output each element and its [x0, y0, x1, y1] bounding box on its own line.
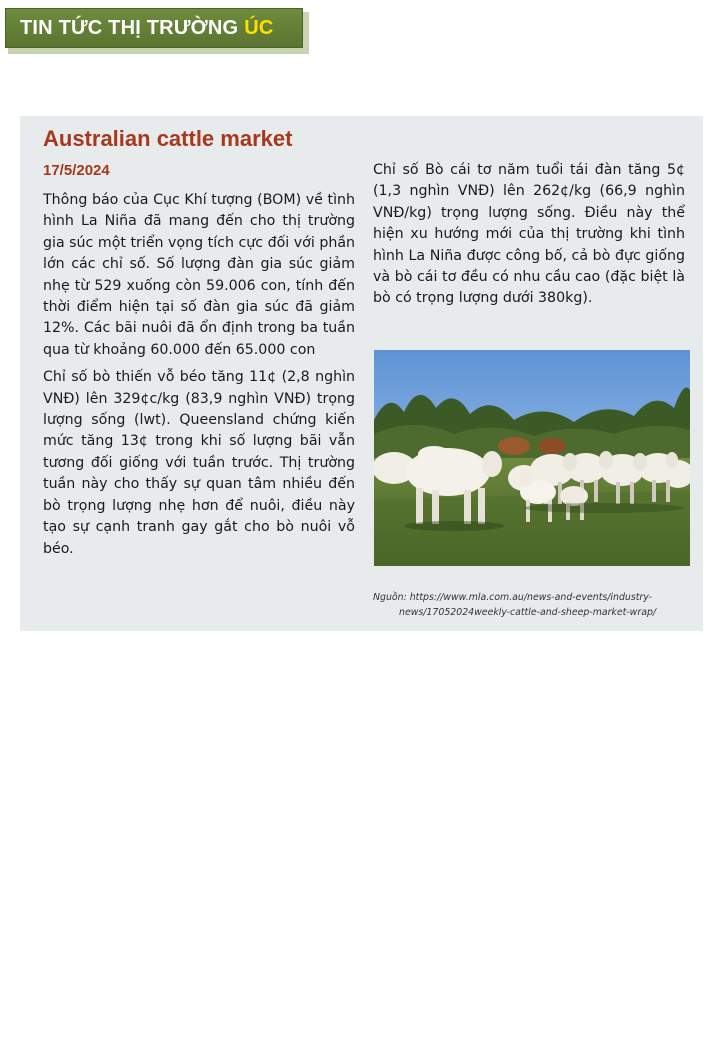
header-banner [5, 8, 309, 54]
paragraph-bom: Thông báo của Cục Khí tượng (BOM) về tình hình La Niña đã mang đến cho thị trường gia súc một triển vọng tích cực đối với phần lớn các chỉ số. Số lượng đàn gia súc giảm nhẹ từ 529 xuống còn 59.006 con, tính đến thời điểm hiện tại số đàn gia súc đã giảm 12%. Các bãi nuôi đã ổn định trong ba tuần qua từ khoảng 60.000 đến 65.000 con [43, 192, 355, 358]
banner-text: TIN TỨC THỊ TRƯỜNG [20, 16, 239, 39]
paragraph-heifer-index: Chỉ số Bò cái tơ năm tuổi tái đàn tăng 5¢ (1,3 nghìn VNĐ) lên 262¢/kg (66,9 nghìn VNĐ/kg) trọng lượng sống. Điều này thể hiện xu hướng mới của thị trường khi tình hình La Niña được công bố, cả bò đực giống và bò cái tơ đều có nhu cầu cao (đặc biệt là bò có trọng lượng dưới 380kg). [373, 162, 685, 307]
source-line-2: news/17052024weekly-cattle-and-sheep-market-wrap/ [399, 607, 657, 618]
left-column [43, 190, 355, 566]
article-panel [20, 116, 703, 631]
article-date: 17/5/2024 [43, 162, 110, 179]
source-citation [373, 590, 693, 620]
right-column [373, 160, 685, 316]
banner-accent: ÚC [244, 16, 274, 39]
source-line-1: Nguồn: https://www.mla.com.au/news-and-events/industry- [373, 592, 652, 603]
banner [5, 8, 303, 48]
paragraph-steer-index: Chỉ số bò thiến vỗ béo tăng 11¢ (2,8 nghìn VNĐ) lên 329¢c/kg (83,9 nghìn VNĐ) trọng lượng sống (lwt). Queensland chứng kiến mức tăng 13¢ trong khi số lượng bãi vẫn tương đối giống với tuần trước. Thị trường tuần này cho thấy sự quan tâm nhiều đến bò trọng lượng nhẹ hơn để nuôi, điều này tạo sự cạnh tranh gay gắt cho bò nuôi vỗ béo. [43, 369, 355, 557]
article-title: Australian cattle market [43, 126, 293, 151]
cattle-photo [374, 350, 690, 566]
